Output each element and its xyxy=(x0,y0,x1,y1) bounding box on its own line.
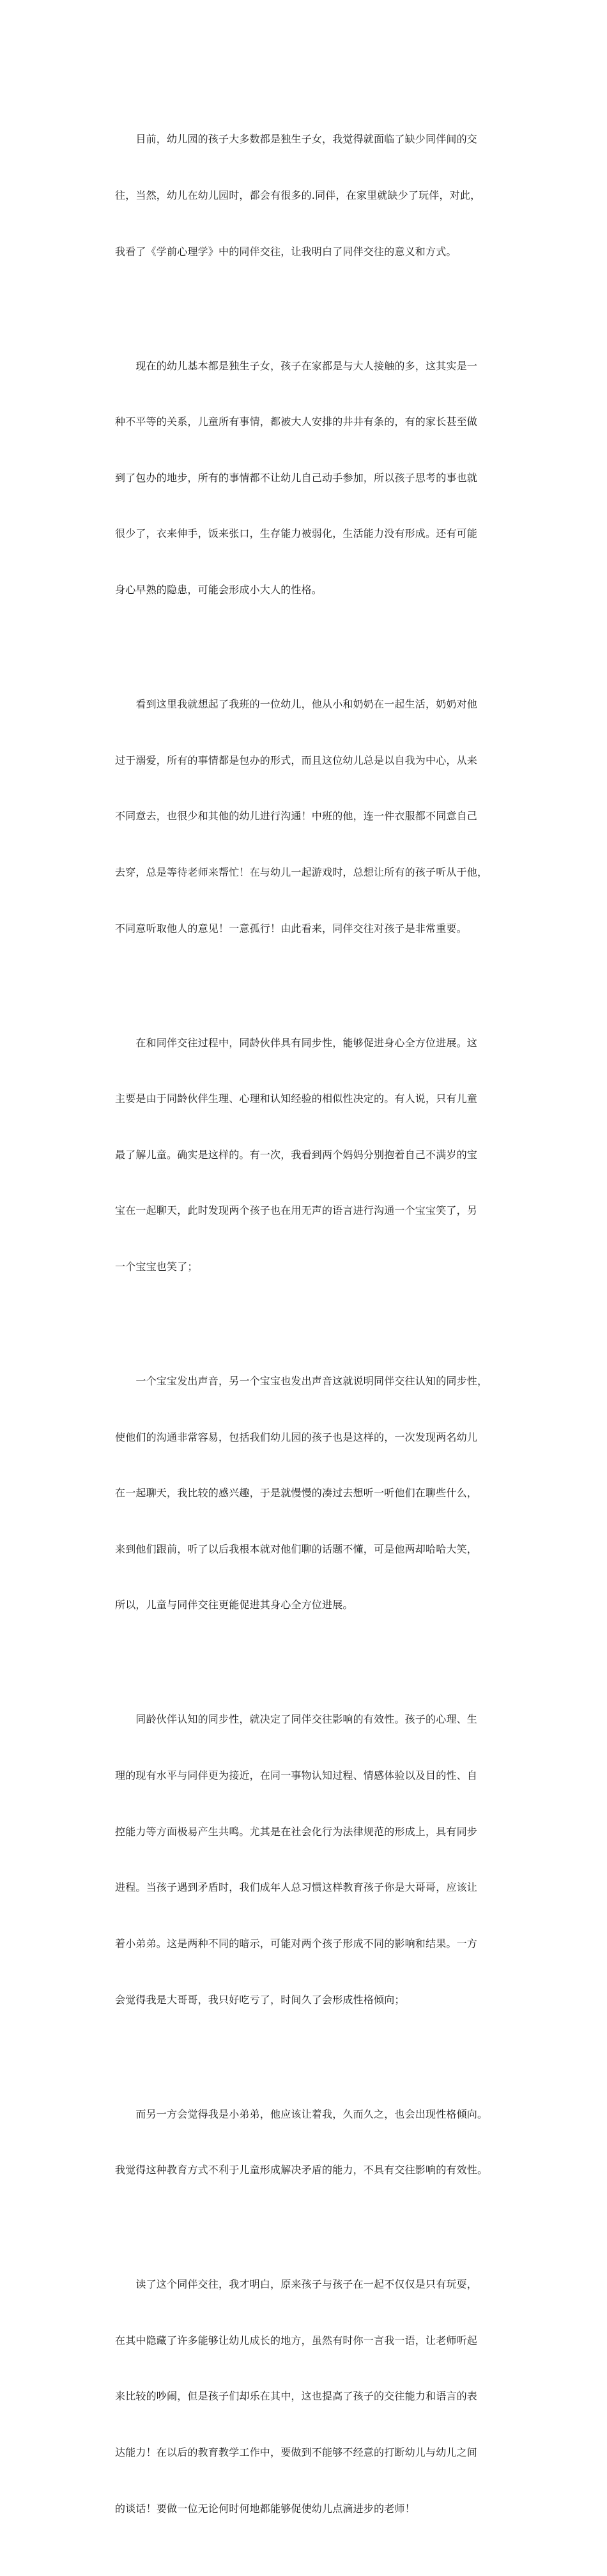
text-line: 读了这个同伴交往，我才明白，原来孩子与孩子在一起不仅仅是只有玩耍， xyxy=(115,2278,478,2291)
text-line: 着小弟弟。这是两种不同的暗示，可能对两个孩子形成不同的影响和结果。一方 xyxy=(115,1937,478,1950)
paragraph xyxy=(115,1335,498,1652)
text-line: 在一起聊天，我比较的感兴趣，于是就慢慢的凑过去想听一听他们在聊些什么， xyxy=(115,1487,478,1500)
text-line: 在其中隐藏了许多能够让幼儿成长的地方，虽然有时你一言我一语，让老师听起 xyxy=(115,2334,478,2347)
text-line: 主要是由于同龄伙伴生理、心理和认知经验的相似性决定的。有人说，只有儿童 xyxy=(115,1092,478,1105)
text-line: 达能力！在以后的教育教学工作中，要做到不能够不经意的打断幼儿与幼儿之间 xyxy=(115,2446,478,2458)
text-line: 不同意去，也很少和其他的幼儿进行沟通！中班的他，连一件衣服都不同意自己 xyxy=(115,810,478,823)
text-line: 我看了《学前心理学》中的同伴交往，让我明白了同伴交往的意义和方式。 xyxy=(115,245,457,258)
text-line: 在和同伴交往过程中，同龄伙伴具有同步性，能够促进身心全方位进展。这 xyxy=(115,1036,478,1049)
text-line: 一个宝宝也笑了； xyxy=(115,1260,198,1273)
document-body xyxy=(115,93,498,2576)
text-line: 一个宝宝发出声音，另一个宝宝也发出声音这就说明同伴交往认知的同步性， xyxy=(115,1375,488,1387)
text-line: 不同意听取他人的意见！一意孤行！由此看来，同伴交往对孩子是非常重要。 xyxy=(115,922,467,935)
text-line: 到了包办的地步，所有的事情都不让幼儿自己动手参加，所以孩子思考的事也就 xyxy=(115,471,478,484)
text-line: 宝在一起聊天，此时发现两个孩子也在用无声的语言进行沟通一个宝宝笑了，另 xyxy=(115,1204,478,1217)
text-line: 控能力等方面极易产生共鸣。尤其是在社会化行为法律规范的形成上，具有同步 xyxy=(115,1825,478,1838)
text-line: 而另一方会觉得我是小弟弟，他应该让着我，久而久之，也会出现性格倾向。 xyxy=(115,2107,488,2120)
paragraph xyxy=(115,658,498,975)
text-line: 身心早熟的隐患，可能会形成小大人的性格。 xyxy=(115,584,323,596)
text-line: 过于溺爱，所有的事情都是包办的形式，而且这位幼儿总是以自我为中心，从来 xyxy=(115,754,478,766)
paragraph xyxy=(115,2238,498,2555)
text-line: 来到他们跟前，听了以后我根本就对他们聊的话题不懂，可是他两却哈哈大笑， xyxy=(115,1542,478,1555)
text-line: 我觉得这种教育方式不利于儿童形成解决矛盾的能力，不具有交往影响的有效性。 xyxy=(115,2164,488,2176)
paragraph xyxy=(115,996,498,1313)
text-line: 往，当然，幼儿在幼儿园时，都会有很多的.同伴，在家里就缺少了玩伴，对此， xyxy=(115,189,481,202)
text-line: 目前，幼儿园的孩子大多数都是独生子女，我觉得就面临了缺少同伴间的交 xyxy=(115,133,478,146)
paragraph xyxy=(115,2067,498,2217)
text-line: 来比较的吵闹，但是孩子们却乐在其中，这也提高了孩子的交往能力和语言的表 xyxy=(115,2390,478,2403)
text-line: 现在的幼儿基本都是独生子女，孩子在家都是与大人接触的多，这其实是一 xyxy=(115,359,478,372)
text-line: 会觉得我是大哥哥，我只好吃亏了，时间久了会形成性格倾向； xyxy=(115,1993,405,2006)
text-line: 同龄伙伴认知的同步性，就决定了同伴交往影响的有效性。孩子的心理、生 xyxy=(115,1713,478,1726)
text-line: 看到这里我就想起了我班的一位幼儿，他从小和奶奶在一起生活，奶奶对他 xyxy=(115,698,478,711)
text-line: 最了解儿童。确实是这样的。有一次，我看到两个妈妈分别抱着自己不满岁的宝 xyxy=(115,1148,478,1161)
text-line: 使他们的沟通非常容易，包括我们幼儿园的孩子也是这样的，一次发现两名幼儿 xyxy=(115,1431,478,1443)
paragraph xyxy=(115,1673,498,2046)
text-line: 的谈话！要做一位无论何时何地都能够促使幼儿点滴进步的老师！ xyxy=(115,2502,415,2515)
text-line: 很少了，衣来伸手，饭来张口，生存能力被弱化，生活能力没有形成。还有可能 xyxy=(115,527,478,540)
text-line: 所以，儿童与同伴交往更能促进其身心全方位进展。 xyxy=(115,1599,353,1611)
paragraph xyxy=(115,93,498,298)
text-line: 进程。当孩子遇到矛盾时，我们成年人总习惯这样教育孩子你是大哥哥，应该让 xyxy=(115,1881,478,1894)
text-line: 种不平等的关系，儿童所有事情，都被大人安排的井井有条的，有的家长甚至做 xyxy=(115,415,478,428)
text-line: 理的现有水平与同伴更为接近，在同一事物认知过程、情感体验以及目的性、自 xyxy=(115,1769,478,1782)
text-line: 去穿，总是等待老师来帮忙！在与幼儿一起游戏时，总想让所有的孩子听从于他， xyxy=(115,865,488,878)
paragraph xyxy=(115,319,498,636)
